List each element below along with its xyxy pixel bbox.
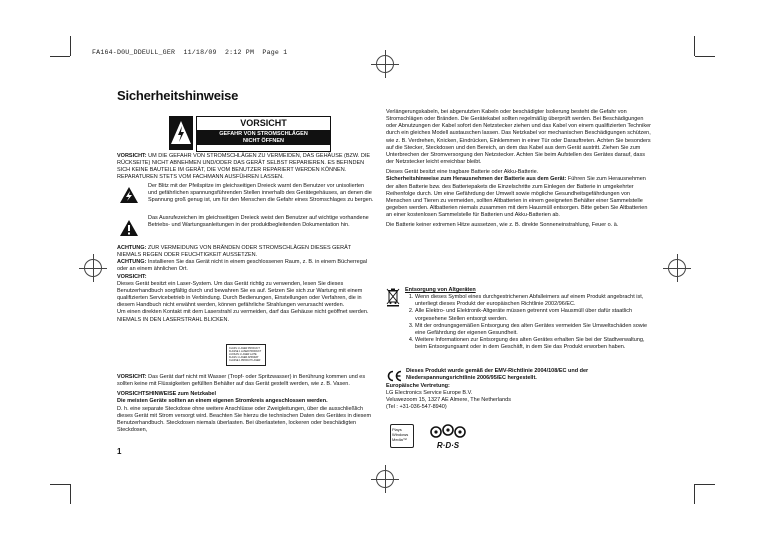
rds-logo-text: R·D·S xyxy=(436,441,460,450)
exclamation-triangle-icon xyxy=(119,219,139,237)
vorsicht-laser-label: VORSICHT: xyxy=(117,273,147,280)
representative-heading: Europäische Vertretung: xyxy=(386,383,450,389)
registration-mark-icon xyxy=(668,259,686,277)
page-number: 1 xyxy=(117,447,122,456)
list-item: 2. Alle Elektro- und Elektronik-Altgeräte müssen getrennt vom Hausmüll über dafür staatlich vorgesehene Stellen entsorgt werden. xyxy=(415,308,651,322)
lightning-triangle-icon xyxy=(169,116,193,150)
crop-mark xyxy=(694,36,695,56)
left-column-bottom xyxy=(117,374,375,434)
crossed-out-bin-icon xyxy=(386,287,400,307)
list-item: 4. Weitere Informationen zur Entsorgung des alten Gerätes erhalten Sie bei der Stadtverwaltung, beim Entsorgungsamt oder in dem Geschäft, in dem Sie das Produkt erworben haben. xyxy=(415,337,651,351)
list-item: 1. Wenn dieses Symbol eines durchgestrichenen Abfalleimers auf einem Produkt angebracht ist, unterliegt dieses Produkt der europäischen Richtlinie 2002/96/EC. xyxy=(415,294,651,308)
left-column xyxy=(117,153,375,182)
windows-media-logo: Plays Windows Media™ xyxy=(390,424,414,448)
caution-subtitle: GEFAHR VON STROMSCHLÄGEN NICHT ÖFFNEN xyxy=(197,130,330,145)
crop-mark xyxy=(695,484,715,485)
registration-mark-icon xyxy=(376,55,394,73)
crop-mark xyxy=(50,56,70,57)
representative-line: (Tel : +31-036-547-8940) xyxy=(386,404,447,411)
cable-paragraph: Verlängerungskabeln, bei abgenutzten Kabeln oder beschädigter Isolierung besteht die Gefahr von Stromschlägen oder Bränden. Die Gerätekabel sollten regelmäßig überprüft werden. Bei Beschädigungen oder Abnutzungen der Kabel sofort den Netzstecker ziehen und das Kabel von einem qualifizierten Techniker durch ein gleiches Modell austauschen lassen. Das Netzkabel vor mechanischen Beschädigungen schützen, wie z. B. Verdrehen, Knicken, Eindrücken, Einklemmen in einer Tür oder Darauftreten. Achten Sie besonders auf die Stecker, Steckdosen und den Bereich, an dem das Kabel aus dem Gerät austritt. Ziehen Sie zum Unterbrechen der Stromversorgung den Netzstecker. Achten Sie beim Aufstellen des Gerätes darauf, dass der Netzstecker leicht erreichbar bleibt. xyxy=(386,109,651,166)
registration-mark-icon xyxy=(84,259,102,277)
lightning-triangle-icon xyxy=(119,186,139,204)
representative-section xyxy=(386,383,651,412)
print-header: FA164-D0U_DDEULL_GER 11/18/09 2:12 PM Page 1 xyxy=(92,49,288,56)
crop-mark xyxy=(50,484,70,485)
disposal-heading: Entsorgung von Altgeräten xyxy=(405,287,476,293)
ce-statement: Dieses Produkt wurde gemäß der EMV-Richtlinie 2004/108/EC und der Niederspannungsrichtlinie 2006/95/EC hergestellt. xyxy=(406,368,589,382)
laser-paragraph: Dieses Gerät besitzt ein Laser-System. Um das Gerät richtig zu verwenden, lesen Sie dieses Benutzerhandbuch sorgfältig durch und bewahren Sie es auf. Setzen Sie sich zur Wartung mit einem qualifizierten Servicebetrieb in Verbindung. Durch Bedienungen, Einstellungen oder Verfahren, die in diesem Handbuch nicht erwähnt werden, können gefährliche Strahlungen verursacht werden. xyxy=(117,280,363,309)
caution-label xyxy=(196,116,331,152)
netzkabel-paragraph: D. h. eine separate Steckdose ohne weitere Anschlüsse oder Zweigleitungen, über die ausschließlich dieses Gerät mit Strom versorgt wird. Beachten Sie hierzu die technischen Daten des Gerätes in diesem Benutzerhandbuch. Steckdosen niemals überlasten. Bei überlasteten, lockeren oder beschädigten Steckdosen, xyxy=(117,405,372,434)
laser-paragraph-2: Um einen direkten Kontakt mit dem Laserstrahl zu vermeiden, darf das Gehäuse nicht geöffnet werden. NIEMALS IN DEN LASERSTRAHL BLICKEN. xyxy=(117,309,369,323)
laser-class-label: CLASS 1 LASER PRODUCT KLASSE 1 LASER PRODUKT LUOKAN 1 LASER LAITE KLASS 1 LASER APPARAT CLASSE 1 PRODUIT LASER xyxy=(226,344,266,366)
crop-mark xyxy=(694,484,695,504)
page-title: Sicherheitshinweise xyxy=(117,88,239,103)
crop-mark xyxy=(695,56,715,57)
netzkabel-heading: VORSICHTSHINWEISE zum Netzkabel xyxy=(117,391,217,398)
battery-paragraph: Dieses Gerät besitzt eine tragbare Batterie oder Akku-Batterie. xyxy=(386,169,539,176)
ce-mark-icon xyxy=(386,370,402,382)
battery-heat-paragraph: Die Batterie keiner extremen Hitze aussetzen, wie z. B. direkte Sonneneinstrahlung, Feuer o. ä. xyxy=(386,222,619,229)
crop-mark xyxy=(70,36,71,56)
crop-mark xyxy=(70,484,71,504)
left-column-lower xyxy=(117,245,375,324)
vorsicht-paragraph: VORSICHT: UM DIE GEFAHR VON STROMSCHLÄGEN ZU VERMEIDEN, DAS GEHÄUSE (BZW. DIE RÜCKSEITE) NICHT ABNEHMEN UND/ODER DAS GERÄT SELBST REPARIEREN. ES BEFINDEN SICH KEINE BAUTEILE IM GERÄT, DIE VOM BENUTZER REPARIERT WERDEN KÖNNEN. REPARATUREN STETS VOM FACHMANN AUSFÜHREN LASSEN. xyxy=(117,153,371,181)
achtung-paragraph: ACHTUNG: ZUR VERMEIDUNG VON BRÄNDEN ODER STROMSCHLÄGEN DIESES GERÄT NIEMALS REGEN ODER FEUCHTIGKEIT AUSSETZEN. xyxy=(117,245,351,259)
caution-title: VORSICHT xyxy=(197,117,330,130)
water-paragraph: VORSICHT: Das Gerät darf nicht mit Wasser (Tropf- oder Spritzwasser) in Berührung kommen und es sollten keine mit Flüssigkeiten gefüllten Behälter auf das Gerät gestellt werden, wie z. B. Vasen. xyxy=(117,374,366,388)
bolt-explanation: Der Blitz mit der Pfeilspitze im gleichseitigen Dreieck warnt den Benutzer vor unisolierten und gefährlichen spannungsführenden Stellen innerhalb des Gerätegehäuses, an denen die Spannung groß genug ist, um für den Menschen die Gefahr eines Stromschlages zu bergen. xyxy=(148,183,374,204)
netzkabel-bold: Die meisten Geräte sollten an einem eigenen Stromkreis angeschlossen werden. xyxy=(117,398,328,405)
exclaim-explanation: Das Ausrufezeichen im gleichseitigen Dreieck weist den Benutzer auf wichtige vorhandene Betriebs- und Wartungsanleitungen in der produktbegleitenden Dokumentation hin. xyxy=(148,215,369,229)
list-item: 3. Mit der ordnungsgemäßen Entsorgung des alten Gerätes vermeiden Sie Umweltschäden sowie eine Gefährdung der eigenen Gesundheit. xyxy=(415,323,651,337)
representative-line: Veluwezoom 15, 1327 AE Almere, The Netherlands xyxy=(386,397,511,404)
right-column xyxy=(386,109,651,230)
registration-mark-icon xyxy=(376,470,394,488)
rds-logo xyxy=(428,422,468,452)
achtung-install-paragraph: ACHTUNG: Installieren Sie das Gerät nicht in einem geschlossenen Raum, z. B. in einem Bücherregal oder an einem ähnlichen Ort. xyxy=(117,259,368,273)
battery-removal-paragraph: Sicherheitshinweise zum Herausnehmen der Batterie aus dem Gerät: Führen Sie zum Herausnehmen der alten Batterie bzw. des Batteriepakets die Einzelschritte zum Einlegen der Batterie in umgekehrter Reihenfolge durch. Um eine Gefährdung der Umwelt sowie mögliche Gesundheitsgefährdungen von Menschen und Tieren zu vermeiden, sollten Altbatterien in einem geeigneten Behälter einer Sammelstelle gegeben werden. Altbatterien niemals zusammen mit dem Hausmüll entsorgen. Bitte geben Sie Altbatterien an einer kostenlosen Sammelstelle für Batterien und Akku-Batterien ab. xyxy=(386,176,648,219)
representative-line: LG Electronics Service Europe B.V. xyxy=(386,390,473,397)
disposal-section xyxy=(405,287,651,351)
